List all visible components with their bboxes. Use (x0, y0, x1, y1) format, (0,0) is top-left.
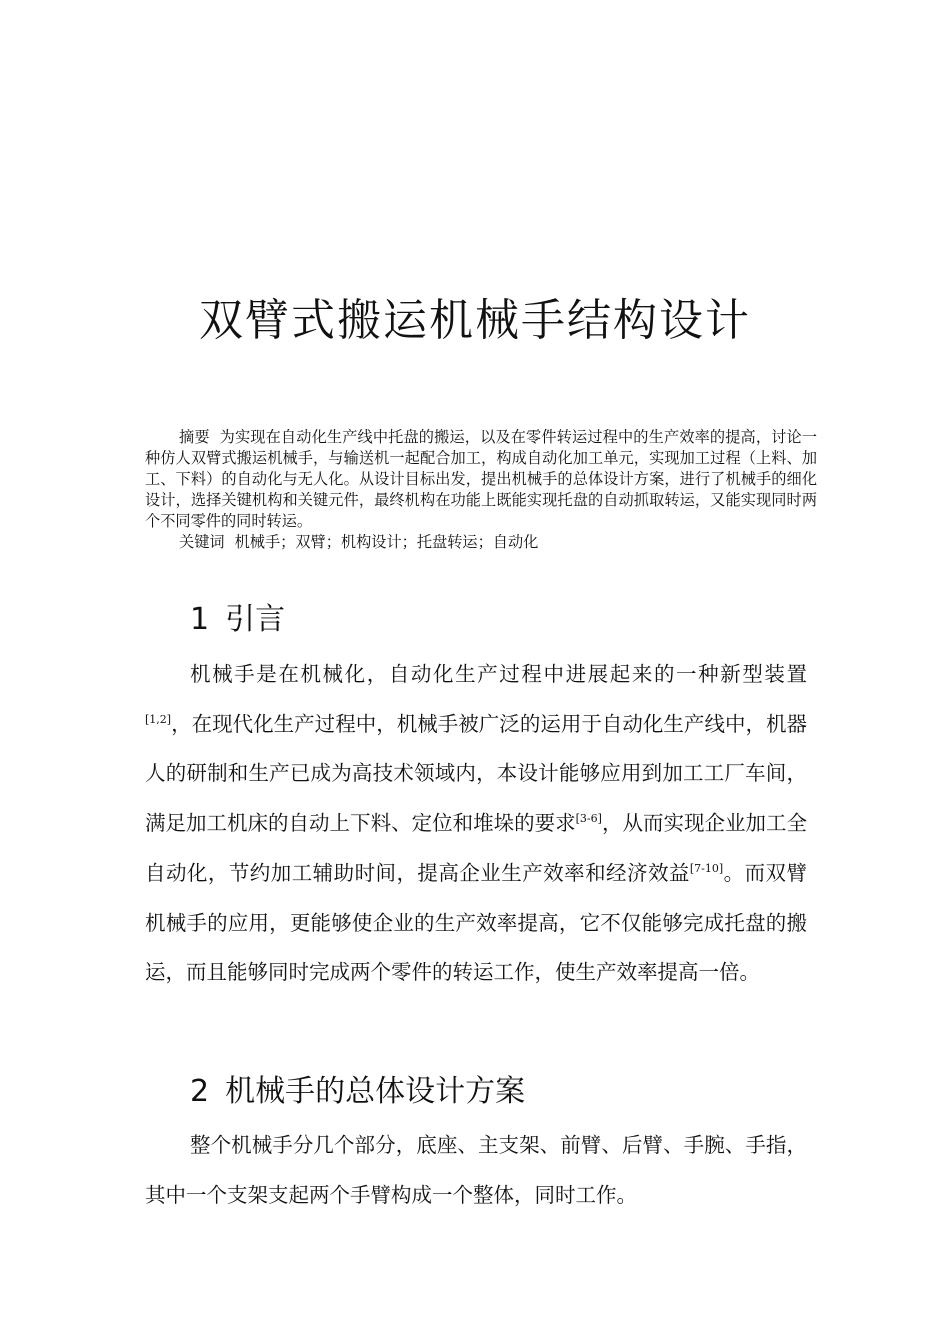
section-1-text-2: ，在现代化生产过程中，机械手被广泛的运用于自动化生产线中，机器人的研制和生产已成为高技术领域内，本设计能够应用到加工工厂车间，满足加工机床的自动上下料、定位和堆垛的要求 (145, 711, 807, 836)
section-2-number: 2 (190, 1074, 210, 1109)
abstract-label: 摘要 (179, 428, 210, 446)
section-2-paragraph: 整个机械手分几个部分，底座、主支架、前臂、后臂、手腕、手指，其中一个支架支起两个手臂构成一个整体，同时工作。 (145, 1133, 807, 1207)
section-2-title: 机械手的总体设计方案 (225, 1074, 526, 1109)
paper-title: 双臂式搬运机械手结构设计 (199, 295, 751, 346)
abstract-text: 为实现在自动化生产线中托盘的搬运，以及在零件转运过程中的生产效率的提高，讨论一种仿人双臂式搬运机械手，与输送机一起配合加工，构成自动化加工单元，实现加工过程（上料、加工、下料）的自动化与无人化。从设计目标出发，提出机械手的总体设计方案，进行了机械手的细化设计，选择关键机构和关键元件，最终机构在功能上既能实现托盘的自动抓取转运，又能实现同时两个不同零件的同时转运。 (145, 428, 817, 530)
section-1-number: 1 (190, 602, 210, 637)
section-1-body (145, 650, 807, 998)
section-1-paragraph (145, 650, 807, 998)
section-1-text-1: 机械手是在机械化，自动化生产过程中进展起来的一种新型装置 (190, 662, 807, 686)
section-1-title: 引言 (225, 602, 286, 637)
section-2-heading (190, 1066, 525, 1110)
citation-ref: [7-10] (689, 861, 724, 875)
citation-ref: [1,2] (145, 712, 172, 726)
keywords-label: 关键词 (179, 533, 225, 551)
keywords-text: 机械手；双臂；机构设计；托盘转运；自动化 (234, 533, 539, 551)
section-1-text-3: ，从而实现企业加工全自动化，节约加工辅助时间，提高企业生产效率和经济效益 (145, 811, 808, 885)
section-1-heading (190, 594, 285, 638)
abstract-paragraph (145, 427, 817, 532)
section-2-body (145, 1121, 807, 1220)
section-1-text-4: 。而双臂机械手的应用，更能够使企业的生产效率提高，它不仅能够完成托盘的搬运，而且能够同时完成两个零件的转运工作，使生产效率提高一倍。 (145, 860, 807, 985)
citation-ref: [3-6] (575, 812, 602, 826)
keywords-paragraph (145, 532, 817, 553)
abstract-block (145, 427, 817, 553)
